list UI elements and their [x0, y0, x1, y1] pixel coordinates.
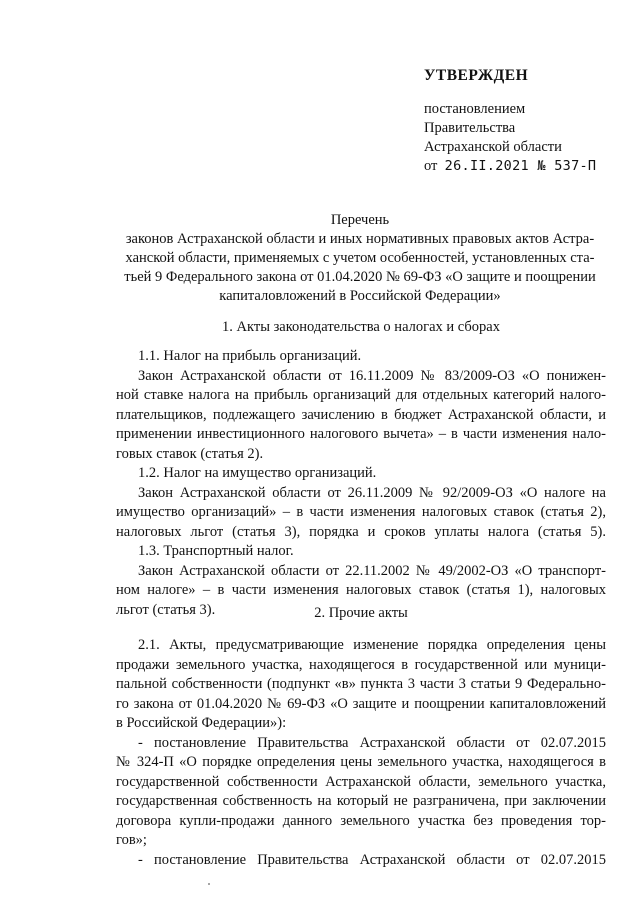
text-line: имущество организаций» – в части изменения налоговых ставок (статья 2), [116, 504, 606, 520]
text-line: 1.2. Налог на имущество организаций. [138, 465, 377, 481]
text-line: Закон Астраханской области от 26.11.2009 № 92/2009-ОЗ «О налоге на [138, 484, 606, 501]
section-1-body [116, 347, 606, 620]
text-line: Закон Астраханской области от 16.11.2009 № 83/2009-ОЗ «О понижен- [138, 367, 606, 384]
approval-line-1: постановлением [424, 101, 526, 117]
document-title: Перечень [330, 212, 390, 228]
text-line: льгот (статья 3). [116, 601, 216, 618]
text-line: гов»; [116, 832, 147, 848]
section-2-body [116, 636, 606, 870]
text-line: ном налоге» – в части изменения налоговых ставок (статья 1), налоговых [116, 582, 606, 598]
text-line: в Российской Федерации»): [116, 715, 287, 731]
text-line: пальной собственности (подпункт «в» пункта 3 части 3 статьи 9 Федерально- [116, 676, 606, 692]
scan-speck [208, 883, 210, 885]
document-subtitle [110, 230, 610, 306]
approval-title: УТВЕРЖДЕН [424, 67, 529, 84]
text-line: - постановление Правительства Астраханской области от 02.07.2015 [138, 734, 606, 751]
text-line: продажи земельного участка, находящегося в государственной или муници- [116, 656, 606, 673]
approval-date-value: 26.II.2021 № 537-П [444, 158, 597, 174]
text-line: 2.1. Акты, предусматривающие изменение порядка определения цены [138, 637, 606, 653]
text-line: государственная собственность на который не разграничена, при заключении [116, 793, 606, 809]
subtitle-line: законов Астраханской области и иных нормативных правовых актов Астра- [125, 231, 595, 247]
text-line: договора купли-продажи данного земельного участка без проведения тор- [116, 812, 606, 829]
text-line: плательщиков, подлежащего зачислению в бюджет Астраханской области, и [116, 406, 606, 423]
text-line: ной ставке налога на прибыль организаций для отдельных категорий налого- [116, 387, 606, 403]
section-2-title: 2. Прочие акты [314, 605, 408, 621]
text-line: № 324-П «О порядке определения цены земельного участка, находящегося в [116, 754, 606, 770]
text-line: - постановление Правительства Астраханской области от 02.07.2015 [138, 851, 606, 868]
subtitle-line: капиталовложений в Российской Федерации» [219, 288, 501, 304]
subtitle-line: тьей 9 Федерального закона от 01.04.2020 № 69-ФЗ «О защите и поощрении [124, 269, 596, 285]
approval-line-2: Правительства [424, 120, 516, 136]
text-line: говых ставок (статья 2). [116, 445, 264, 462]
text-line: государственной собственности Астраханской области, земельного участка, [116, 773, 606, 790]
text-line: налоговых льгот (статья 3), порядка и сроков уплаты налога (статья 5). [116, 523, 606, 540]
text-line: Закон Астраханской области от 22.11.2002 № 49/2002-ОЗ «О транспорт- [138, 562, 606, 579]
section-1-title: 1. Акты законодательства о налогах и сборах [222, 319, 500, 335]
text-line: применении инвестиционного налогового вычета» – в части изменения нало- [116, 426, 606, 442]
subtitle-line: ханской области, применяемых с учетом особенностей, установленных ста- [125, 250, 595, 266]
approval-stamp [424, 66, 624, 176]
approval-line-3: Астраханской области [424, 139, 562, 155]
text-line: 1.1. Налог на прибыль организаций. [138, 348, 362, 364]
approval-date-prefix: от [424, 158, 438, 174]
text-line: 1.3. Транспортный налог. [138, 543, 294, 559]
text-line: го закона от 01.04.2020 № 69-ФЗ «О защите и поощрении капиталовложений [116, 695, 606, 712]
approval-date-line [424, 157, 624, 176]
